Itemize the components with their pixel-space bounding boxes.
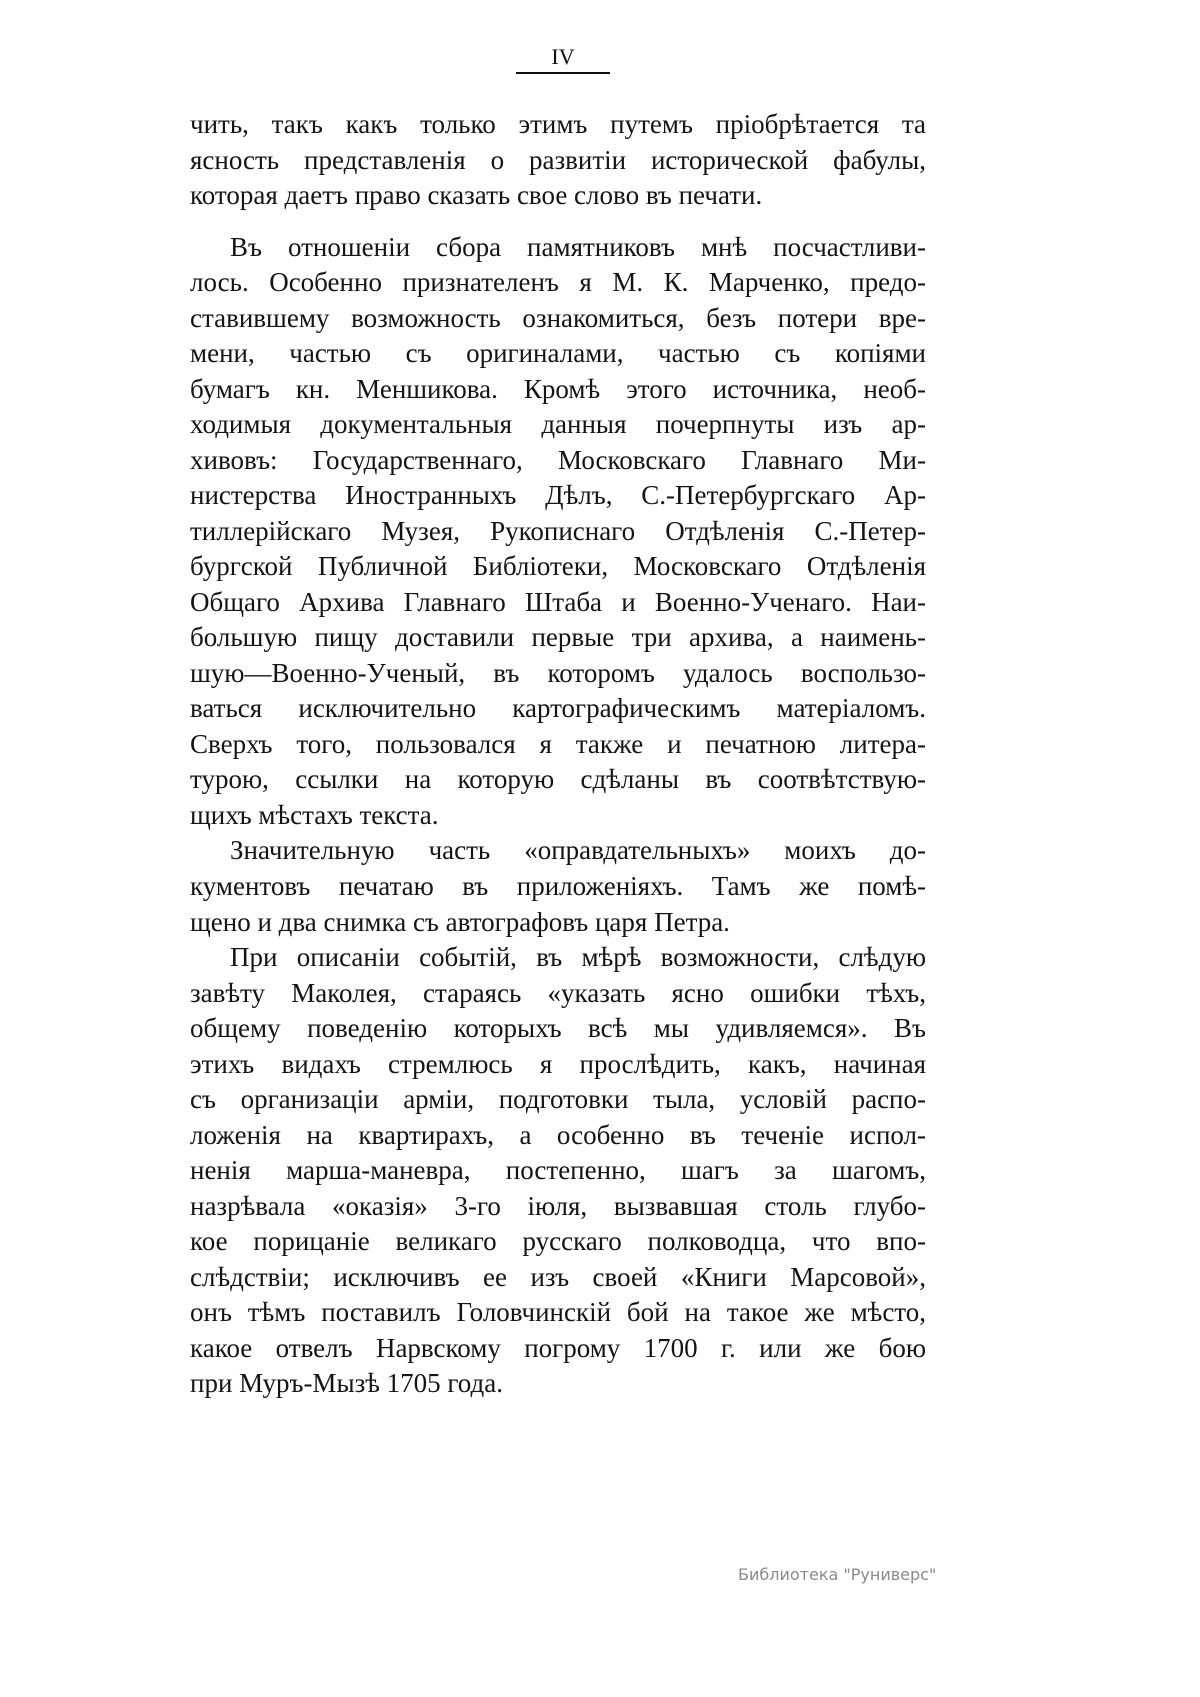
text-line: какое отвелъ Нарвскому погрому 1700 г. или же бою <box>190 1332 926 1363</box>
text-line: этихъ видахъ стремлюсь я прослѣдить, какъ, начиная <box>190 1048 926 1079</box>
text-line: чить, такъ какъ только этимъ путемъ пріобрѣтается та <box>190 109 926 139</box>
text-line: бумагъ кн. Меншикова. Кромѣ этого источника, необ- <box>190 373 926 404</box>
paragraph <box>190 833 926 940</box>
text-line: бургской Публичной Библіотеки, Московскаго Отдѣленія <box>190 551 926 581</box>
paragraph <box>190 940 926 1402</box>
text-line: ходимыя документальныя данныя почерпнуты изъ ар- <box>190 409 926 439</box>
text-line: Значительную часть «оправдательныхъ» моихъ до- <box>230 835 926 865</box>
text-line: Въ отношеніи сбора памятниковъ мнѣ посчастливи- <box>230 231 926 262</box>
text-line: шую—Военно-Ученый, въ которомъ удалось воспользо- <box>190 657 926 688</box>
text-line: общему поведенію которыхъ всѣ мы удивляемся». Въ <box>190 1013 926 1044</box>
library-watermark: Библиотека "Руниверс" <box>738 1565 937 1584</box>
text-line: большую пищу доставили первые три архива, а наимень- <box>190 622 926 652</box>
text-line: назрѣвала «оказія» 3-го іюля, вызвавшая столь глубо- <box>190 1190 926 1221</box>
paragraph <box>190 107 926 214</box>
text-line: кое порицаніе великаго русскаго полководца, что впо- <box>190 1226 926 1257</box>
text-line: лось. Особенно признателенъ я М. К. Марченко, предо- <box>190 267 926 297</box>
text-line: слѣдствіи; исключивъ ее изъ своей «Книги Марсовой», <box>190 1261 926 1292</box>
text-line: ненія марша-маневра, постепенно, шагъ за шагомъ, <box>190 1155 926 1186</box>
text-line: ваться исключительно картографическимъ матеріаломъ. <box>190 693 926 723</box>
text-line: мени, частью съ оригиналами, частью съ копіями <box>190 338 926 368</box>
text-line: ясность представленія о развитіи исторической фабулы, <box>190 144 926 175</box>
text-line: завѣту Маколея, стараясь «указать ясно ошибки тѣхъ, <box>190 977 926 1008</box>
page-number: IV <box>551 44 575 69</box>
text-line: Сверхъ того, пользовался я также и печатною литера- <box>190 728 926 759</box>
text-line: которая даетъ право сказать свое слово въ печати. <box>190 180 763 210</box>
text-line: турою, ссылки на которую сдѣланы въ соотвѣтствую- <box>190 764 926 794</box>
text-line: Общаго Архива Главнаго Штаба и Военно-Ученаго. Наи- <box>190 586 926 617</box>
text-line: хивовъ: Государственнаго, Московскаго Главнаго Ми- <box>190 444 926 475</box>
text-line: съ организаціи арміи, подготовки тыла, условій распо- <box>190 1084 926 1115</box>
text-line: тиллерійскаго Музея, Рукописнаго Отдѣленія С.-Петер- <box>190 515 926 546</box>
text-line: щихъ мѣстахъ текста. <box>190 799 439 830</box>
text-line: нистерства Иностранныхъ Дѣлъ, С.-Петербургскаго Ар- <box>190 480 926 510</box>
text-line: ставившему возможность ознакомиться, безъ потери вре- <box>190 302 926 333</box>
text-line: ложенія на квартирахъ, а особенно въ теченіе испол- <box>190 1119 926 1150</box>
text-line: при Муръ-Мызѣ 1705 года. <box>190 1368 504 1399</box>
page-number-rule <box>516 72 610 74</box>
paragraph <box>190 230 926 834</box>
text-line: кументовъ печатаю въ приложеніяхъ. Тамъ же помѣ- <box>190 870 926 901</box>
body-text <box>190 107 926 1402</box>
text-line: При описаніи событій, въ мѣрѣ возможности, слѣдую <box>230 942 926 973</box>
text-line: щено и два снимка съ автографовъ царя Петра. <box>190 906 730 937</box>
text-line: онъ тѣмъ поставилъ Головчинскій бой на такое же мѣсто, <box>190 1297 926 1328</box>
